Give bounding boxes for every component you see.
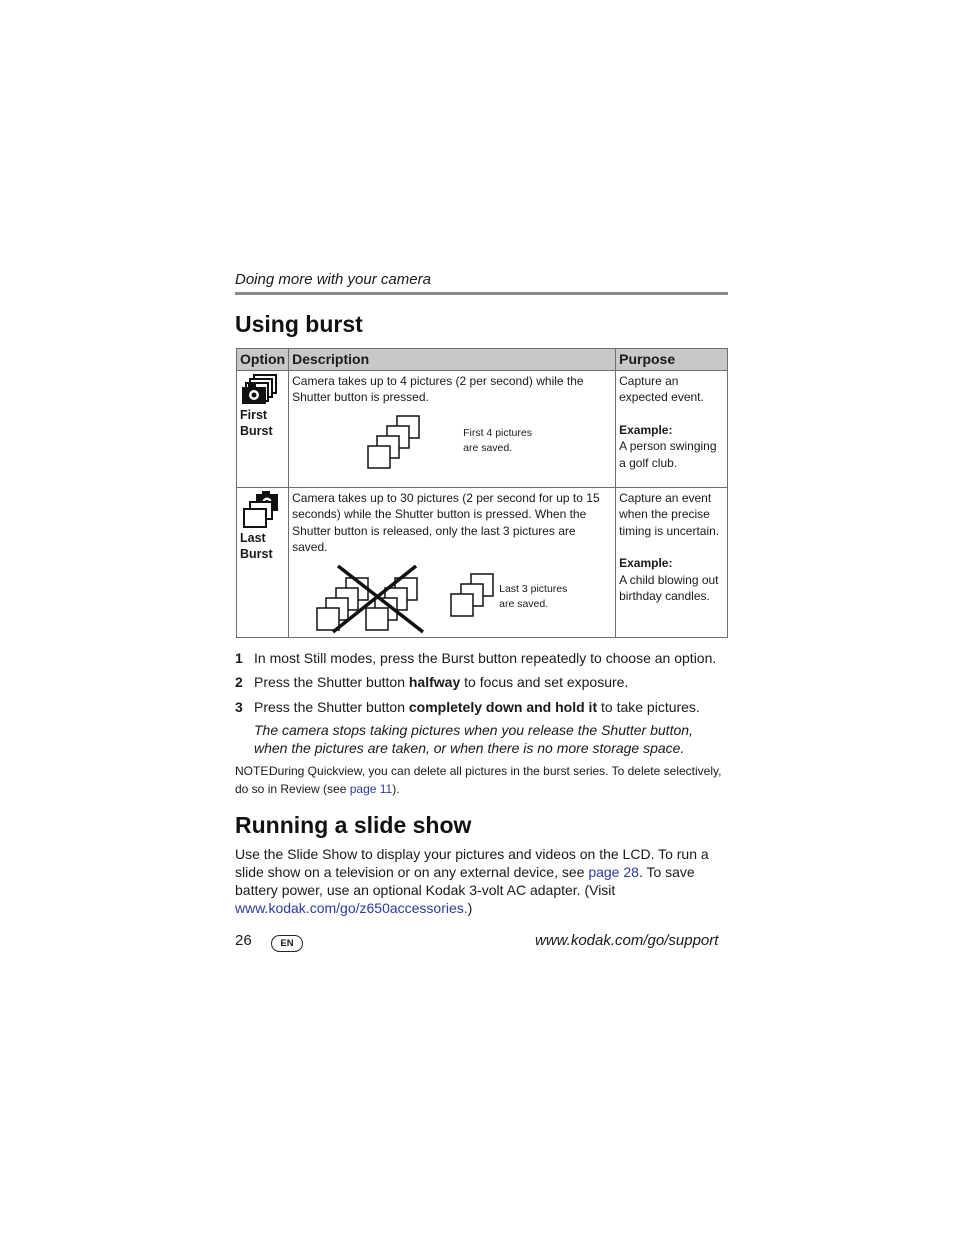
purpose-cell <box>616 487 728 637</box>
step-item <box>235 650 716 666</box>
option-label-line2: Burst <box>240 423 273 438</box>
step-item <box>235 699 700 715</box>
purpose-text: Capture an expected event. <box>619 373 704 404</box>
support-url[interactable]: www.kodak.com/go/support <box>535 932 719 949</box>
step-item <box>235 674 628 690</box>
discarded-frames-illustration <box>315 564 427 634</box>
paragraph-text-end: ) <box>467 900 473 916</box>
column-header-option: Option <box>237 349 289 371</box>
option-label-line1: Last <box>240 530 266 545</box>
step-text: Press the Shutter button <box>254 699 409 715</box>
slideshow-paragraph <box>235 845 730 917</box>
example-label: Example: <box>619 422 673 437</box>
description-text: Camera takes up to 4 pictures (2 per second) while the Shutter button is pressed. <box>292 373 584 404</box>
three-frames-illustration <box>449 572 499 620</box>
example-text: A child blowing out birthday candles. <box>619 572 719 603</box>
step-number: 1 <box>235 650 243 666</box>
note-text-end: ). <box>392 782 400 796</box>
step-number: 2 <box>235 674 243 690</box>
option-label-line2: Burst <box>240 546 273 561</box>
note-label: NOTE: <box>235 764 272 778</box>
language-badge: EN <box>271 935 303 952</box>
four-frames-illustration <box>367 415 425 471</box>
step-emphasis: completely down and hold it <box>408 699 598 715</box>
first-burst-icon <box>240 373 280 407</box>
header-rule <box>235 292 728 295</box>
column-header-description: Description <box>289 349 616 371</box>
illustration-caption-line2: are saved. <box>499 597 549 610</box>
column-header-purpose: Purpose <box>616 349 728 371</box>
page-11-link[interactable]: page 11 <box>349 782 393 796</box>
description-text: Camera takes up to 30 pictures (2 per second for up to 15 seconds) while the Shutter button is pressed. When the Shutter button is released, only the last 3 pictures are saved. <box>292 490 600 554</box>
option-cell <box>237 370 289 487</box>
illustration-caption-line1: Last 3 pictures <box>499 582 568 595</box>
running-header: Doing more with your camera <box>235 271 431 288</box>
step-result-note: The camera stops taking pictures when you release the Shutter button, when the pictures are taken, or when there is no more storage space. <box>254 722 693 756</box>
note-text: During Quickview, you can delete all pictures in the burst series. To delete selectively, do so in Review (see <box>235 764 722 796</box>
option-cell <box>237 487 289 637</box>
step-emphasis: halfway <box>408 674 461 690</box>
page-number: 26 <box>235 932 252 949</box>
description-cell <box>289 370 616 487</box>
paragraph-text: Use the Slide Show to display your pictures and videos on the LCD. To run a slide show on a television or on any external device, see <box>235 846 709 880</box>
step-text: In most Still modes, press the Burst button repeatedly to choose an option. <box>254 650 717 666</box>
step-number: 3 <box>235 699 243 715</box>
table-row <box>237 487 728 637</box>
section-heading-burst: Using burst <box>235 311 363 337</box>
burst-options-table <box>236 348 728 638</box>
accessories-url-link[interactable]: www.kodak.com/go/z650accessories. <box>235 900 468 916</box>
step-text: Press the Shutter button <box>254 674 409 690</box>
step-text-end: to focus and set exposure. <box>460 674 629 690</box>
section-heading-slideshow: Running a slide show <box>235 812 472 838</box>
illustration-caption-line2: are saved. <box>463 441 513 454</box>
description-cell <box>289 487 616 637</box>
note-block <box>235 762 725 798</box>
step-text-end: to take pictures. <box>597 699 700 715</box>
table-header-row <box>237 349 728 371</box>
example-label: Example: <box>619 556 673 570</box>
example-text: A person swinging a golf club. <box>619 439 717 470</box>
illustration-caption-line1: First 4 pictures <box>463 426 532 439</box>
table-row <box>237 370 728 487</box>
purpose-text: Capture an event when the precise timing is uncertain. <box>619 490 720 538</box>
paragraph-text-mid: . To save battery power, use an optional Kodak 3-volt AC adapter. (Visit <box>235 864 695 898</box>
purpose-cell <box>616 370 728 487</box>
option-label-line1: First <box>240 407 268 422</box>
page-28-link[interactable]: page 28 <box>588 864 639 880</box>
last-burst-icon <box>240 490 280 530</box>
